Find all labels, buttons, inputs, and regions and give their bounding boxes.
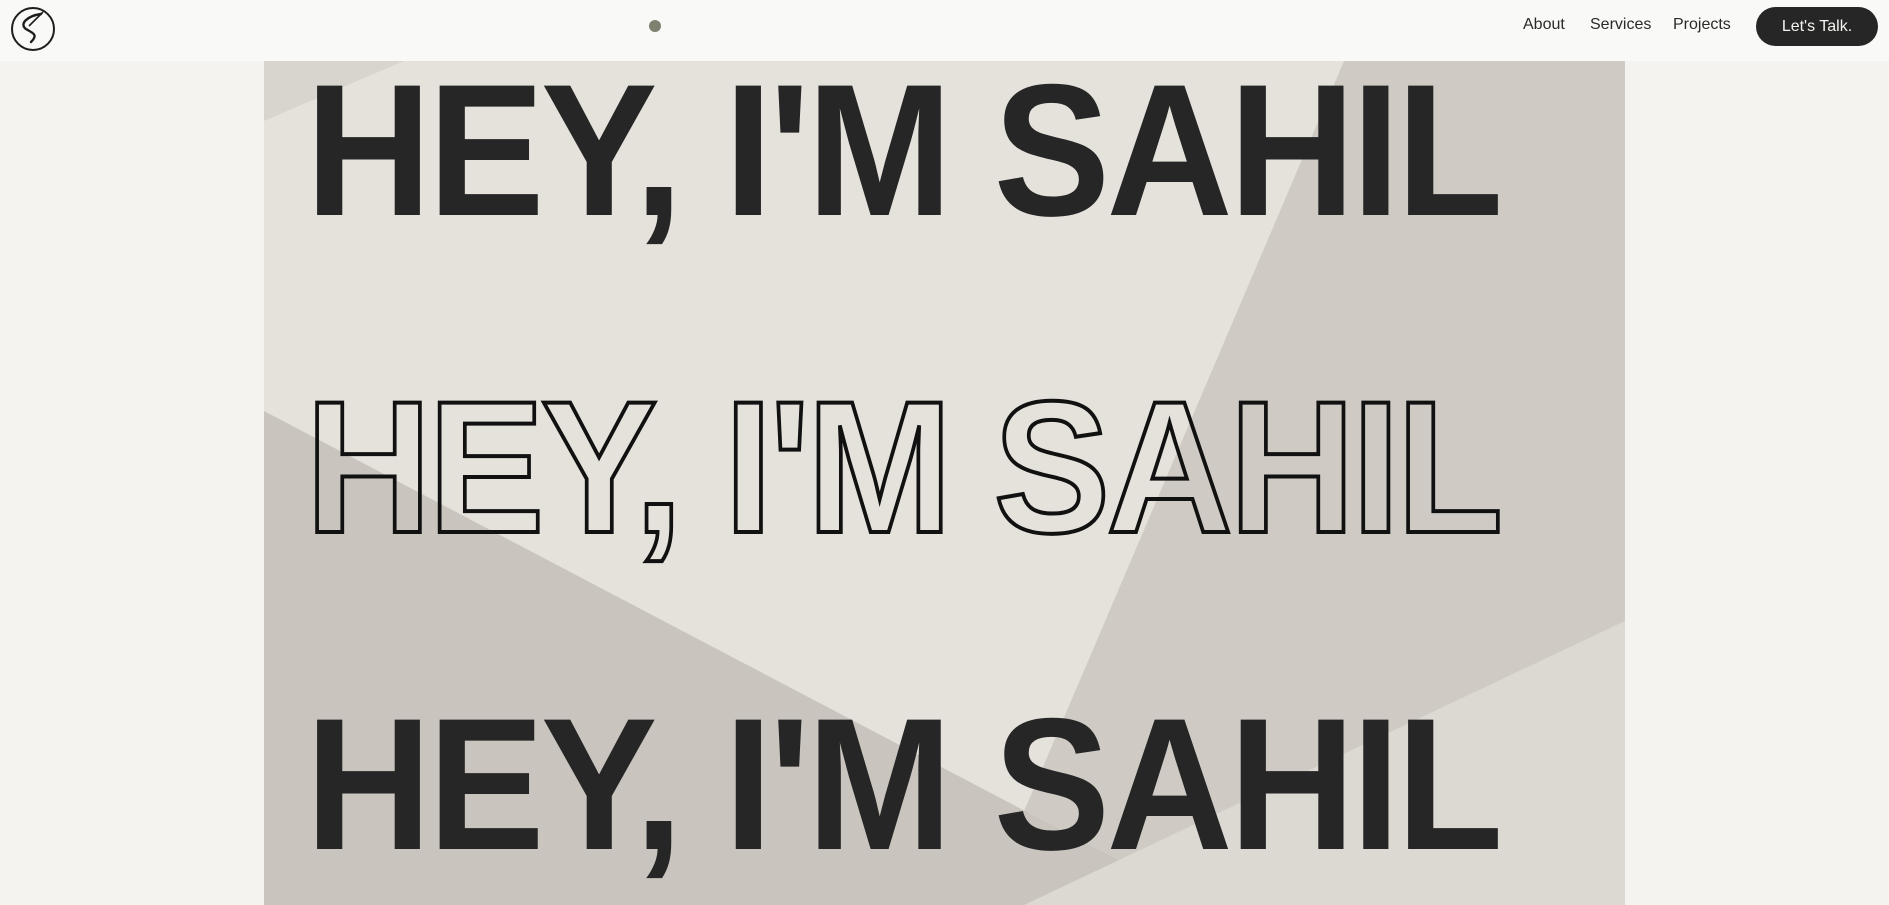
nav-link-projects[interactable]: Projects [1673, 16, 1731, 33]
nav-link-services[interactable]: Services [1590, 16, 1652, 33]
hero-headline-outline: HEY, I'M SAHIL [305, 362, 1500, 572]
hero-section [264, 61, 1625, 905]
logo-icon[interactable] [9, 4, 57, 52]
hero-headline: HEY, I'M SAHIL [305, 61, 1500, 255]
nav-link-about[interactable]: About [1523, 16, 1565, 33]
top-nav [0, 0, 1889, 61]
lets-talk-button[interactable]: Let's Talk. [1756, 7, 1878, 46]
hero-headline-repeat: HEY, I'M SAHIL [305, 679, 1500, 889]
status-dot-icon [649, 20, 661, 32]
